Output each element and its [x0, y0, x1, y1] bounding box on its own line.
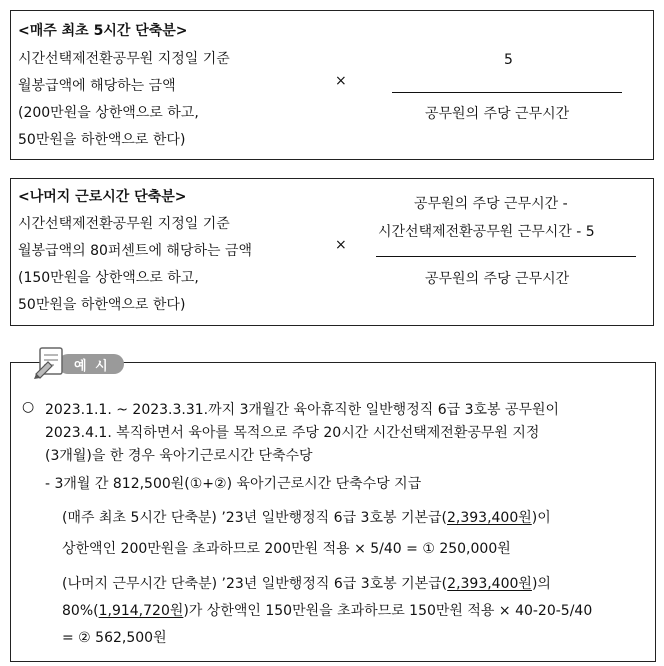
example-paragraph-line-3: (3개월)을 한 경우 육아기근로시간 단축수당 — [45, 448, 313, 464]
calc-first-5-hours-line-1 — [62, 507, 551, 527]
section2-line-3: (150만원을 상한액으로 하고, — [18, 270, 199, 286]
calc-first-5-hours-line-2: 상한액인 200만원을 초과하므로 200만원 적용 × 5/40 = ① 250,000원 — [62, 541, 511, 557]
section1-line-4: 50만원을 하한액으로 한다) — [18, 132, 186, 148]
section1-denominator: 공무원의 주당 근무시간 — [425, 106, 570, 122]
section2-title: <나머지 근로시간 단축분> — [18, 189, 187, 205]
section1-line-1: 시간선택제전환공무원 지정일 기준 — [18, 51, 230, 67]
example-paragraph-line-1: 2023.1.1. ~ 2023.3.31.까지 3개월간 육아휴직한 일반행정직 6급 3호봉 공무원이 — [45, 402, 560, 418]
section1-line-2: 월봉급액에 해당하는 금액 — [18, 78, 176, 94]
section1-numerator: 5 — [504, 52, 513, 68]
calc2-text-a: (나머지 근무시간 단축분) ’23년 일반행정직 6급 3호봉 기본급( — [62, 576, 448, 592]
multiply-sign: × — [335, 73, 347, 89]
calc-remaining-line-3: = ② 562,500원 — [62, 630, 167, 646]
calc1-text-a: (매주 최초 5시간 단축분) ’23년 일반행정직 6급 3호봉 기본급( — [62, 510, 447, 526]
calc2-80-percent-amount: 1,914,720원 — [98, 603, 184, 619]
example-paragraph-line-2: 2023.4.1. 복직하면서 육아를 목적으로 주당 20시간 시간선택제전환공무원 지정 — [45, 425, 540, 441]
section2-line-4: 50만원을 하한액으로 한다) — [18, 297, 186, 313]
fraction-bar — [392, 92, 622, 93]
example-badge — [28, 344, 118, 380]
calc2-text-d: )가 상한액인 150만원을 초과하므로 150만원 적용 × 40-20-5/40 — [183, 603, 593, 619]
section2-numerator-line-2: 시간선택제전환공무원 근무시간 - 5 — [378, 224, 595, 240]
calc1-text-b: )이 — [531, 510, 551, 526]
fraction-bar — [376, 256, 636, 257]
calc2-text-c: 80%( — [62, 603, 99, 619]
example-summary-line: - 3개월 간 812,500원(①+②) 육아기근로시간 단축수당 지급 — [45, 476, 422, 492]
section1-line-3: (200만원을 상한액으로 하고, — [18, 105, 199, 121]
calc-remaining-line-1 — [62, 573, 551, 593]
calc2-base-salary: 2,393,400원 — [447, 576, 532, 592]
section1-title: <매주 최초 5시간 단축분> — [18, 23, 188, 39]
calc2-text-b: )의 — [531, 576, 551, 592]
bullet-circle: ○ — [22, 399, 35, 415]
section2-numerator-line-1: 공무원의 주당 근무시간 - — [414, 196, 568, 212]
calc1-base-salary: 2,393,400원 — [446, 510, 532, 526]
section2-line-2: 월봉급액의 80퍼센트에 해당하는 금액 — [18, 243, 253, 259]
memo-pencil-icon — [32, 344, 72, 380]
example-badge-label: 예 시 — [74, 359, 110, 374]
multiply-sign: × — [335, 237, 347, 253]
calc-remaining-line-2 — [62, 600, 592, 620]
section2-line-1: 시간선택제전환공무원 지정일 기준 — [18, 216, 230, 232]
section2-denominator: 공무원의 주당 근무시간 — [425, 271, 570, 287]
